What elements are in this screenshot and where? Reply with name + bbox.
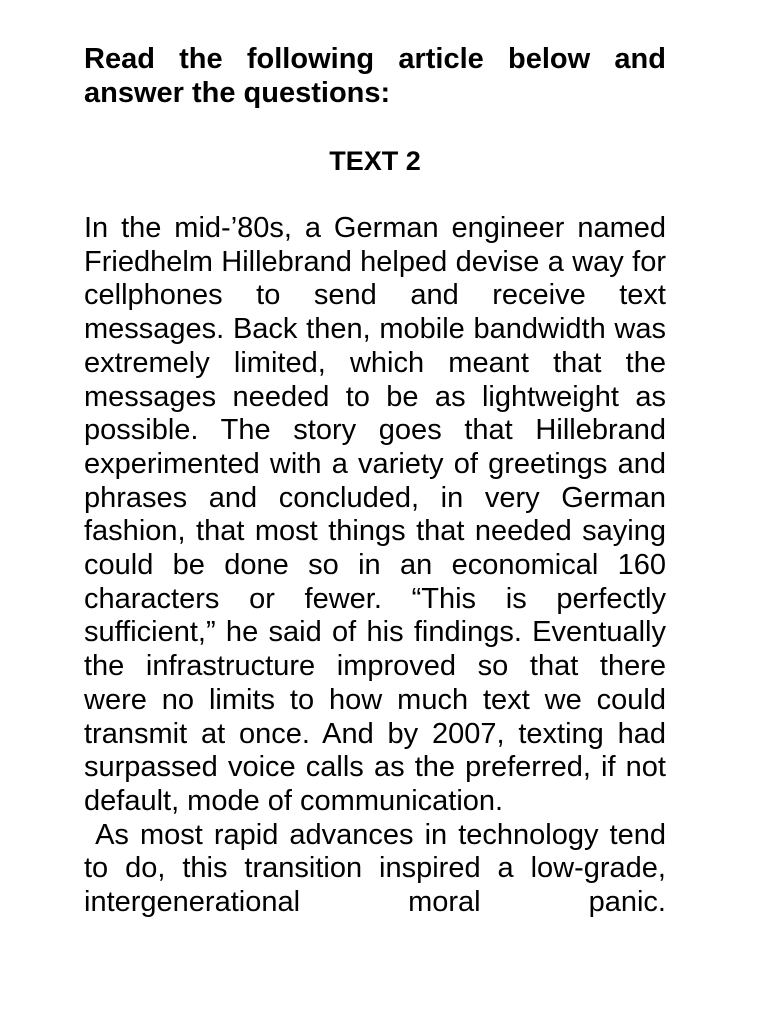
instruction-heading: Read the following article below and answer the questions: [84,43,666,109]
article-paragraph-1: In the mid-’80s, a German engineer named Friedhelm Hillebrand helped devise a way for cellphones to send and receive text messages. Back then, mobile bandwidth was extremely limited, which meant that the messages needed to be as lightweight as possible. The story goes that Hillebrand experimented with a variety of greetings and phrases and concluded, in very German fashion, that most things that needed saying could be done so in an economical 160 characters or fewer. “This is perfectly sufficient,” he said of his findings. Eventually the infrastructure improved so that there were no limits to how much text we could transmit at once. And by 2007, texting had surpassed voice calls as the preferred, if not default, mode of communication. [84,212,666,817]
document-page [84,42,675,920]
text-title: TEXT 2 [329,146,421,176]
article-paragraph-2: As most rapid advances in technology tend to do, this transition inspired a low-grade, intergenerational moral panic. [84,818,675,919]
